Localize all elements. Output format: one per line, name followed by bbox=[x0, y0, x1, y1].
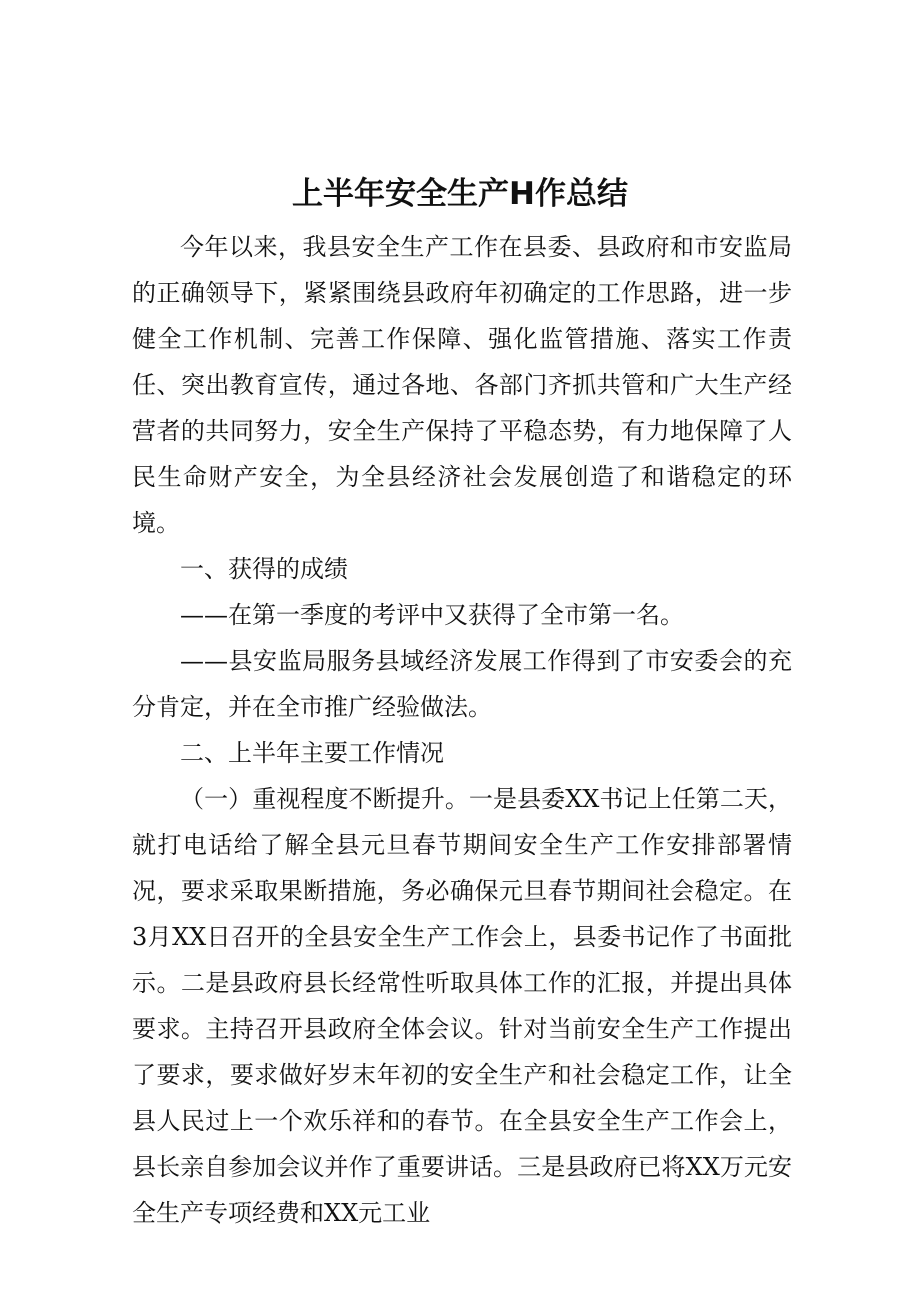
intro-paragraph: 今年以来，我县安全生产工作在县委、县政府和市安监局的正确领导下，紧紧围绕县政府年初确定的工作思路，进一步健全工作机制、完善工作保障、强化监管措施、落实工作责任、突出教育宣传，通过各地、各部门齐抓共管和广大生产经营者的共同努力，安全生产保持了平稳态势，有力地保障了人民生命财产安全，为全县经济社会发展创造了和谐稳定的环境。 bbox=[132, 233, 792, 537]
section-heading-achievements: 一、获得的成绩 bbox=[180, 555, 348, 583]
section-heading-main-work: 二、上半年主要工作情况 bbox=[180, 739, 444, 767]
document-body bbox=[132, 224, 792, 1236]
achievement-item: ——县安监局服务县域经济发展工作得到了市安委会的充分肯定，并在全市推广经验做法。 bbox=[132, 647, 792, 721]
body-paragraph: （一）重视程度不断提升。一是县委XX书记上任第二天，就打电话给了解全县元旦春节期间安全生产工作安排部署情况，要求采取果断措施，务必确保元旦春节期间社会稳定。在3月XX日召开的全县安全生产工作会上，县委书记作了书面批示。二是县政府县长经常性听取具体工作的汇报，并提出具体要求。主持召开县政府全体会议。针对当前安全生产工作提出了要求，要求做好岁末年初的安全生产和社会稳定工作，让全县人民过上一个欢乐祥和的春节。在全县安全生产工作会上，县长亲自参加会议并作了重要讲话。三是县政府已将XX万元安全生产专项经费和XX元工业 bbox=[132, 785, 792, 1227]
achievement-item: ——在第一季度的考评中又获得了全市第一名。 bbox=[180, 601, 684, 629]
document-title: 上半年安全生产H作总结 bbox=[292, 176, 628, 212]
